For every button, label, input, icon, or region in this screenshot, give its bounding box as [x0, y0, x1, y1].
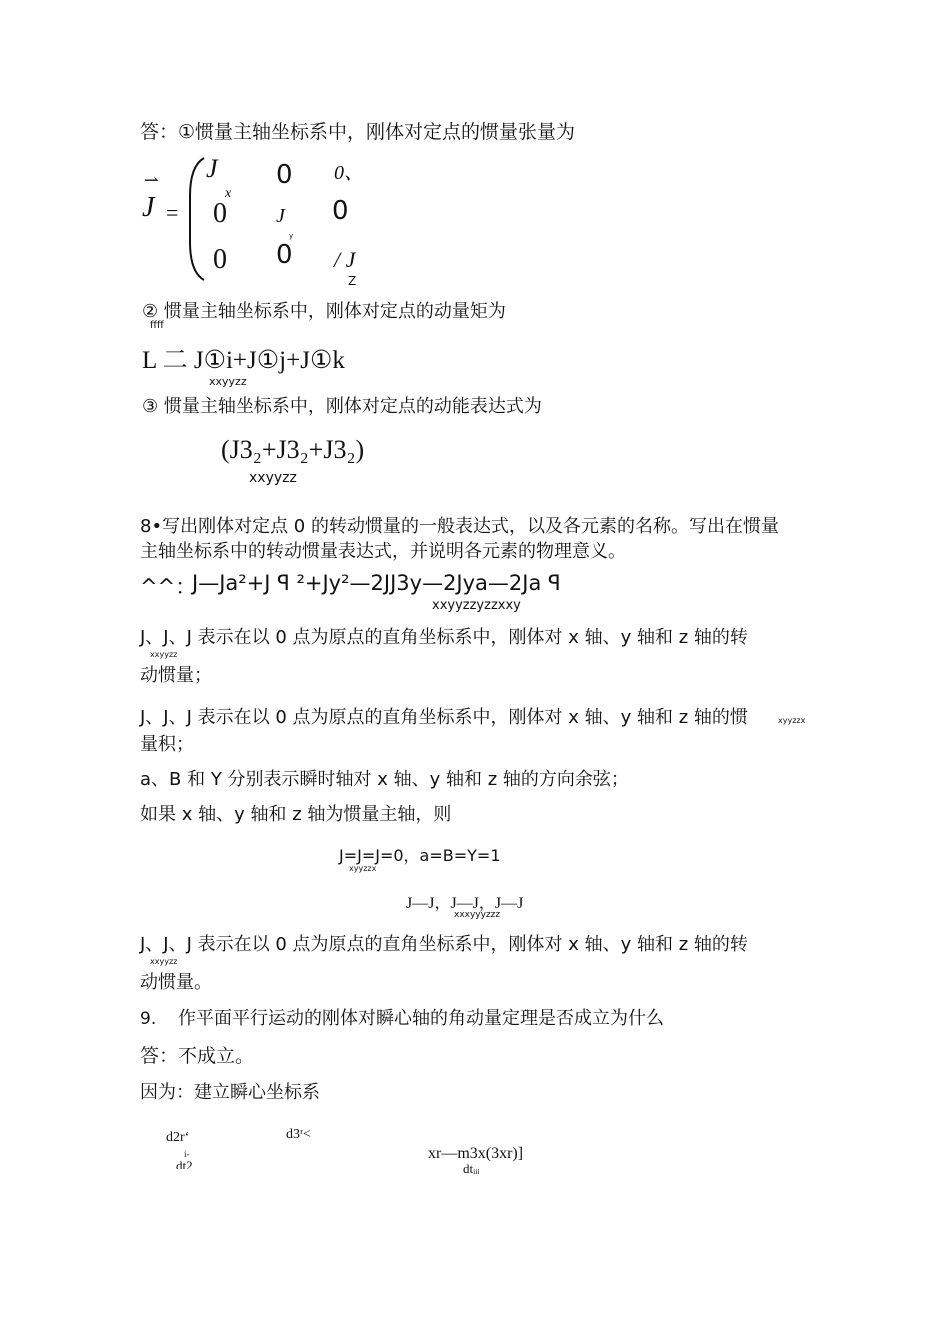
matrix-r3c1: 0 — [213, 244, 227, 275]
matrix-r3-sub: Z — [348, 274, 357, 288]
formula-9-term-1-sub: i- — [184, 1149, 190, 1159]
definition-1-sub: xxyyzz — [150, 650, 178, 659]
angular-momentum-formula: L 二 J①i+J①j+J①k — [142, 347, 345, 374]
kinetic-energy-sub: xxyyzz — [249, 470, 297, 486]
principal-axes-condition: J=J=J=0，a=B=Y=1 — [339, 846, 501, 865]
definition-5-sub: xxyyzz — [150, 957, 178, 966]
answer-line-2: ② 惯量主轴坐标系中，刚体对定点的动量矩为 — [142, 301, 506, 322]
question-8-line-2: 主轴坐标系中的转动惯量表达式，并说明各元素的物理意义。 — [140, 541, 626, 562]
matrix-r2-sub: y — [289, 232, 294, 240]
answer-8-sub: xxyyzzyzzxxy — [432, 598, 521, 613]
answer-8-formula: J—Ja²+J ꟼ ²+Jy²—2JJ3y—2Jya—2Ja ꟼ — [192, 571, 561, 595]
formula-9-term-1-denominator: dt2 — [176, 1158, 193, 1169]
definition-5-line-1: J、J、J 表示在以 0 点为原点的直角坐标系中，刚体对 x 轴、y 轴和 z 轴的转 — [140, 934, 748, 955]
answer-8-prefix: ^^： — [140, 575, 197, 599]
definition-5-line-2: 动惯量。 — [140, 972, 212, 993]
answer-9: 答：不成立。 — [140, 1045, 255, 1067]
matrix-r1c1: J — [206, 154, 218, 183]
definition-2-line-1: J、J、J 表示在以 0 点为原点的直角坐标系中，刚体对 x 轴、y 轴和 z 轴的惯 — [140, 707, 748, 728]
matrix-r2c2: J — [276, 205, 285, 227]
formula-9-term-3: xr—m3x(3xr)] — [428, 1145, 524, 1162]
formula-9-term-1: d2r‘ — [166, 1130, 190, 1145]
formula-9-term-1-clip — [176, 1158, 206, 1169]
principal-axes-condition-sub: xyyzzx — [349, 864, 377, 873]
matrix-eq: = — [166, 200, 179, 225]
answer-line-2-sub: ffff — [150, 320, 164, 331]
definition-3: a、B 和 Y 分别表示瞬时轴对 x 轴、y 轴和 z 轴的方向余弦； — [140, 769, 629, 790]
definition-1-line-2: 动惯量； — [140, 665, 212, 686]
matrix-r1-sub: x — [225, 186, 232, 201]
matrix-r1c2: 0 — [276, 160, 293, 190]
matrix-left-bracket — [186, 156, 206, 282]
matrix-lhs-arrow: ⇀ — [144, 170, 160, 190]
question-9-number: 9. — [140, 1009, 157, 1029]
angular-momentum-sub: xxyyzz — [209, 375, 247, 388]
matrix-r3c3: / J — [334, 247, 356, 272]
definition-4: 如果 x 轴、y 轴和 z 轴为惯量主轴，则 — [140, 804, 452, 825]
matrix-r2c1: 0 — [213, 198, 227, 229]
formula-9-term-3-sub: dtᵢᵢᵢ — [463, 1161, 480, 1176]
matrix-lhs: J — [142, 192, 155, 223]
definition-1-line-1: J、J、J 表示在以 0 点为原点的直角坐标系中，刚体对 x 轴、y 轴和 z 轴的转 — [140, 627, 748, 648]
matrix-r1c3: 0、 — [334, 162, 364, 184]
formula-9-term-2: d3ʳ< — [286, 1127, 311, 1142]
principal-moments-sub: xxxyyyzzz — [454, 910, 501, 920]
definition-2-tail-sub: xyyzzx — [778, 716, 806, 725]
answer-line-1: 答：①惯量主轴坐标系中，刚体对定点的惯量张量为 — [140, 121, 576, 143]
matrix-r3c2: 0 — [276, 240, 293, 270]
answer-line-3: ③ 惯量主轴坐标系中，刚体对定点的动能表达式为 — [142, 396, 542, 417]
matrix-r2c3: 0 — [332, 196, 349, 226]
answer-9-because: 因为：建立瞬心坐标系 — [140, 1082, 320, 1103]
principal-moments: J—J，J—J，J—J — [406, 895, 524, 912]
definition-2-line-2: 量积； — [140, 734, 194, 755]
kinetic-energy-formula: (J3₂+J3₂+J3₂) — [221, 435, 365, 464]
question-8-line-1: 8•写出刚体对定点 0 的转动惯量的一般表达式，以及各元素的名称。写出在惯量 — [140, 516, 779, 537]
question-9-text: 作平面平行运动的刚体对瞬心轴的角动量定理是否成立为什么 — [178, 1008, 664, 1029]
